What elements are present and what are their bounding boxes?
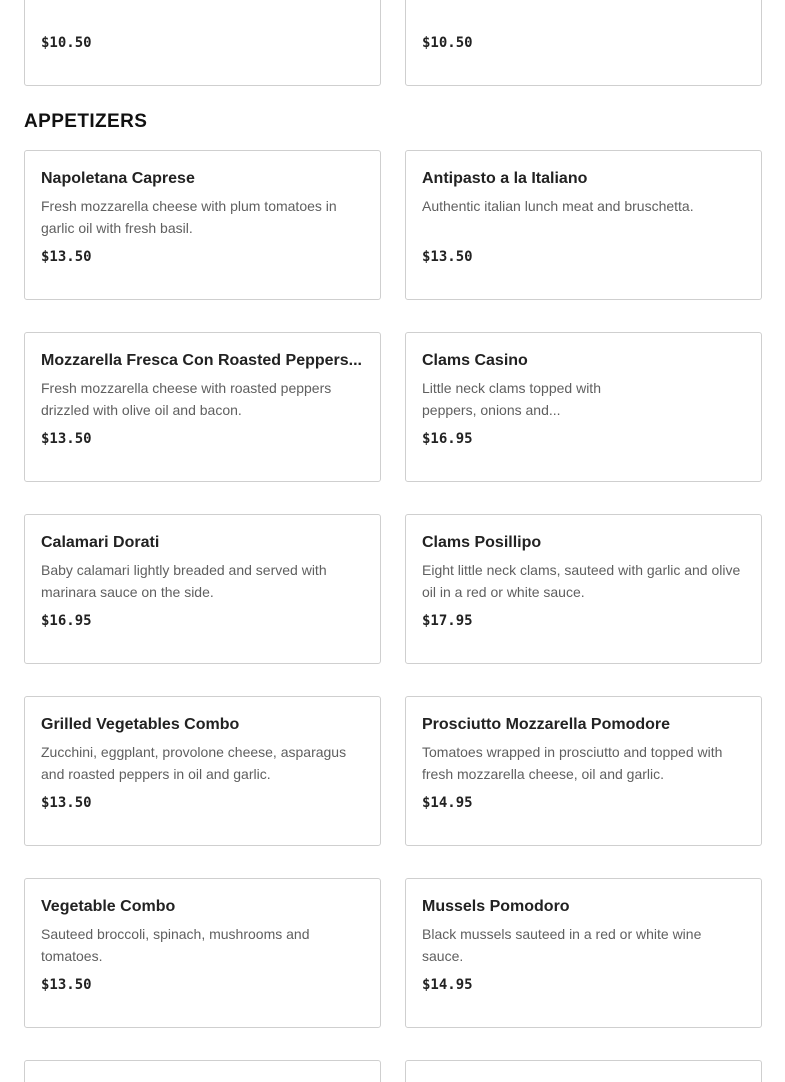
- menu-item-card[interactable]: [24, 878, 381, 1028]
- menu-item-description: Black mussels sauteed in a red or white wine sauce.: [422, 926, 702, 964]
- menu-item-card[interactable]: [405, 878, 762, 1028]
- menu-item-card[interactable]: [24, 332, 381, 482]
- menu-item-price: $14.95: [422, 977, 473, 993]
- menu-item-name: Napoletana Caprese: [41, 170, 195, 187]
- menu-item-card[interactable]: [405, 0, 762, 86]
- menu-item-price: $16.95: [41, 613, 92, 629]
- menu-item-description: Fresh mozzarella cheese with roasted peppers drizzled with olive oil and bacon.: [41, 380, 332, 418]
- menu-item-description: Authentic italian lunch meat and bruschetta.: [422, 198, 694, 214]
- menu-item-price: $10.50: [422, 35, 473, 51]
- menu-item-name: Mozzarella Fresca Con Roasted Peppers...: [41, 352, 362, 369]
- menu-item-price: $13.50: [41, 795, 92, 811]
- section-title-appetizers: APPETIZERS: [24, 111, 148, 132]
- menu-item-description: Little neck clams topped with peppers, onions and...: [422, 380, 601, 418]
- menu-item-card[interactable]: [24, 514, 381, 664]
- menu-item-card[interactable]: [405, 332, 762, 482]
- menu-item-name: Grilled Vegetables Combo: [41, 716, 240, 733]
- menu-item-card[interactable]: [405, 150, 762, 300]
- menu-item-description: Zucchini, eggplant, provolone cheese, asparagus and roasted peppers in oil and garlic.: [41, 744, 347, 782]
- menu-item-card[interactable]: [24, 150, 381, 300]
- menu-item-price: $16.95: [422, 431, 473, 447]
- menu-item-name: Antipasto a la Italiano: [422, 170, 588, 187]
- menu-item-card[interactable]: [405, 1060, 762, 1082]
- menu-item-card[interactable]: [24, 696, 381, 846]
- menu-item-description: Fresh mozzarella cheese with plum tomatoes in garlic oil with fresh basil.: [41, 198, 337, 236]
- menu-item-price: $14.95: [422, 795, 473, 811]
- menu-item-description: Eight little neck clams, sauteed with garlic and olive oil in a red or white sauce.: [422, 562, 741, 600]
- menu-item-price: $13.50: [41, 249, 92, 265]
- menu-item-name: Clams Casino: [422, 352, 528, 369]
- menu-item-price: $13.50: [422, 249, 473, 265]
- menu-item-price: $17.95: [422, 613, 473, 629]
- menu-item-name: Vegetable Combo: [41, 898, 176, 915]
- menu-item-description: Sauteed broccoli, spinach, mushrooms and tomatoes.: [41, 926, 310, 964]
- menu-item-price: $10.50: [41, 35, 92, 51]
- menu-item-description: Baby calamari lightly breaded and served with marinara sauce on the side.: [41, 562, 327, 600]
- menu-item-price: $13.50: [41, 431, 92, 447]
- menu-item-name: Calamari Dorati: [41, 534, 160, 551]
- menu-item-card[interactable]: [405, 514, 762, 664]
- menu-item-name: Prosciutto Mozzarella Pomodore: [422, 716, 671, 733]
- menu-item-card[interactable]: [405, 696, 762, 846]
- menu-item-card[interactable]: [24, 1060, 381, 1082]
- menu-item-description: Tomatoes wrapped in prosciutto and topped with fresh mozzarella cheese, oil and garlic.: [422, 744, 723, 782]
- menu-item-name: Mussels Pomodoro: [422, 898, 570, 915]
- menu-item-name: Clams Posillipo: [422, 534, 542, 551]
- menu-item-card[interactable]: [24, 0, 381, 86]
- menu-item-price: $13.50: [41, 977, 92, 993]
